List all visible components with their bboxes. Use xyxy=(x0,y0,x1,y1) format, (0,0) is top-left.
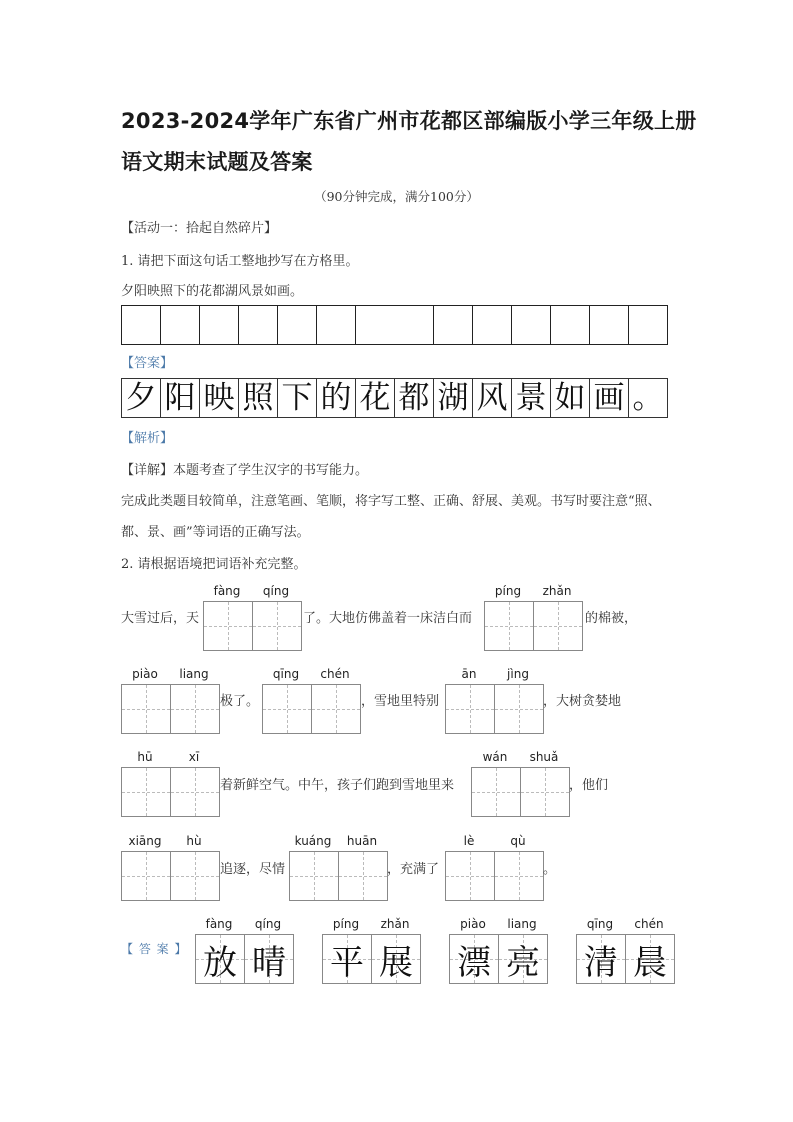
answer-char: 景 xyxy=(512,378,551,418)
pinyin: shuǎ xyxy=(529,750,559,764)
grid-cell[interactable] xyxy=(629,305,668,345)
pinyin: qíng xyxy=(262,584,290,598)
pinyin: qīng xyxy=(586,917,614,931)
pinyin: chén xyxy=(634,917,664,931)
grid-cell[interactable] xyxy=(512,305,551,345)
q2-row4-text1: 追逐，尽情 xyxy=(220,862,286,877)
answer-char: 的 xyxy=(317,378,356,418)
grid-cell[interactable] xyxy=(278,305,317,345)
pinyin: lè xyxy=(463,834,475,848)
q2-row2-text1: 极了。 xyxy=(220,694,260,709)
tianzige-box-kuanghuan[interactable] xyxy=(289,851,388,901)
answer-char: 平 xyxy=(330,942,364,983)
grid-cell[interactable] xyxy=(356,305,434,345)
answer-char: 风 xyxy=(473,378,512,418)
q2-row4-text2: ，充满了 xyxy=(387,862,440,877)
answer-char: 展 xyxy=(379,942,413,983)
section-heading: 【活动一：拾起自然碎片】 xyxy=(121,221,278,236)
tianzige-box-xianghu[interactable] xyxy=(121,851,220,901)
answer-char: 亮 xyxy=(506,942,540,983)
pinyin: xī xyxy=(188,750,200,764)
pinyin: liang xyxy=(179,667,209,681)
grid-cell[interactable] xyxy=(161,305,200,345)
q2-prompt: 2. 请根据语境把词语补充完整。 xyxy=(121,557,307,572)
answer-grid xyxy=(121,378,668,418)
pinyin: ān xyxy=(461,667,477,681)
answer-char: 阳 xyxy=(161,378,200,418)
tianzige-box-anjing[interactable] xyxy=(445,684,544,734)
answer-char: 都 xyxy=(395,378,434,418)
pinyin: qīng xyxy=(272,667,300,681)
answer-char: 花 xyxy=(356,378,395,418)
pinyin: qíng xyxy=(254,917,282,931)
answer-char: 湖 xyxy=(434,378,473,418)
page-subtitle: （90分钟完成，满分100分） xyxy=(314,189,479,204)
q2-row1-text2: 了。大地仿佛盖着一床洁白而 xyxy=(303,611,473,626)
tianzige-box-wanshua[interactable] xyxy=(471,767,570,817)
pinyin: píng xyxy=(494,584,522,598)
pinyin: jìng xyxy=(507,667,529,681)
pinyin: qù xyxy=(510,834,526,848)
pinyin: piào xyxy=(132,667,158,681)
answer-char: 放 xyxy=(203,942,237,983)
q2-row3-text1: 着新鲜空气。中午，孩子们跑到雪地里来 xyxy=(220,778,455,793)
pinyin: fàng xyxy=(205,917,233,931)
answer-box-pingzhan xyxy=(322,934,421,984)
q1-detail: 【详解】本题考查了学生汉字的书写能力。 xyxy=(121,463,369,478)
page-title-line1: 2023-2024学年广东省广州市花都区部编版小学三年级上册 xyxy=(121,109,697,133)
answer-char: 清 xyxy=(584,942,618,983)
q1-sentence: 夕阳映照下的花都湖风景如画。 xyxy=(121,284,304,299)
answer-char: 照 xyxy=(239,378,278,418)
q2-row3-text2: ，他们 xyxy=(569,778,609,793)
tianzige-box-lequ[interactable] xyxy=(445,851,544,901)
q1-explanation-line1: 完成此类题目较简单，注意笔画、笔顺，将字写工整、正确、舒展、美观。书写时要注意“照、 xyxy=(121,494,661,509)
answer-char: 晴 xyxy=(252,942,286,983)
answer-char: 漂 xyxy=(457,942,491,983)
grid-cell[interactable] xyxy=(473,305,512,345)
pinyin: piào xyxy=(460,917,486,931)
q2-row2-text2: ，雪地里特别 xyxy=(361,694,440,709)
grid-cell[interactable] xyxy=(590,305,629,345)
answer-box-piaoliang xyxy=(449,934,548,984)
answer-char: 如 xyxy=(551,378,590,418)
answer-char: 映 xyxy=(200,378,239,418)
answer-box-fangqing xyxy=(195,934,294,984)
grid-cell[interactable] xyxy=(551,305,590,345)
tianzige-box-qingchen[interactable] xyxy=(262,684,361,734)
pinyin: zhǎn xyxy=(542,584,572,598)
pinyin: zhǎn xyxy=(380,917,410,931)
tianzige-box-fangqing[interactable] xyxy=(203,601,302,651)
tianzige-box-piaoliang[interactable] xyxy=(121,684,220,734)
pinyin: liang xyxy=(507,917,537,931)
pinyin: wán xyxy=(482,750,508,764)
answer-char: 晨 xyxy=(633,942,667,983)
answer-box-qingchen xyxy=(576,934,675,984)
q2-row1-text3: 的棉被， xyxy=(585,611,638,626)
tianzige-box-huxi[interactable] xyxy=(121,767,220,817)
grid-cell[interactable] xyxy=(434,305,473,345)
answer-char: 画 xyxy=(590,378,629,418)
pinyin: xiāng xyxy=(128,834,162,848)
pinyin: kuáng xyxy=(294,834,332,848)
pinyin: píng xyxy=(332,917,360,931)
q2-row4-text3: 。 xyxy=(543,862,557,877)
pinyin: hù xyxy=(186,834,202,848)
pinyin: chén xyxy=(320,667,350,681)
answer-char: 下 xyxy=(278,378,317,418)
answer-char: 夕 xyxy=(122,378,161,418)
grid-cell[interactable] xyxy=(200,305,239,345)
pinyin: huān xyxy=(346,834,378,848)
answer-char: 。 xyxy=(629,378,668,418)
q1-explanation-line2: 都、景、画”等词语的正确写法。 xyxy=(121,525,310,540)
q2-answer-label: 【 答 案 】 xyxy=(121,942,188,956)
q1-analysis-label: 【解析】 xyxy=(121,431,174,446)
grid-cell[interactable] xyxy=(239,305,278,345)
q2-row1-text1: 大雪过后，天 xyxy=(121,611,200,626)
grid-cell[interactable] xyxy=(317,305,356,345)
q1-prompt: 1. 请把下面这句话工整地抄写在方格里。 xyxy=(121,254,359,269)
pinyin: fàng xyxy=(213,584,241,598)
empty-writing-grid xyxy=(121,305,668,345)
page-title-line2: 语文期末试题及答案 xyxy=(121,150,313,174)
pinyin: hū xyxy=(137,750,153,764)
tianzige-box-pingzhan[interactable] xyxy=(484,601,583,651)
q2-row2-text3: ，大树贪婪地 xyxy=(543,694,622,709)
q1-answer-label: 【答案】 xyxy=(121,356,174,371)
grid-cell[interactable] xyxy=(122,305,161,345)
